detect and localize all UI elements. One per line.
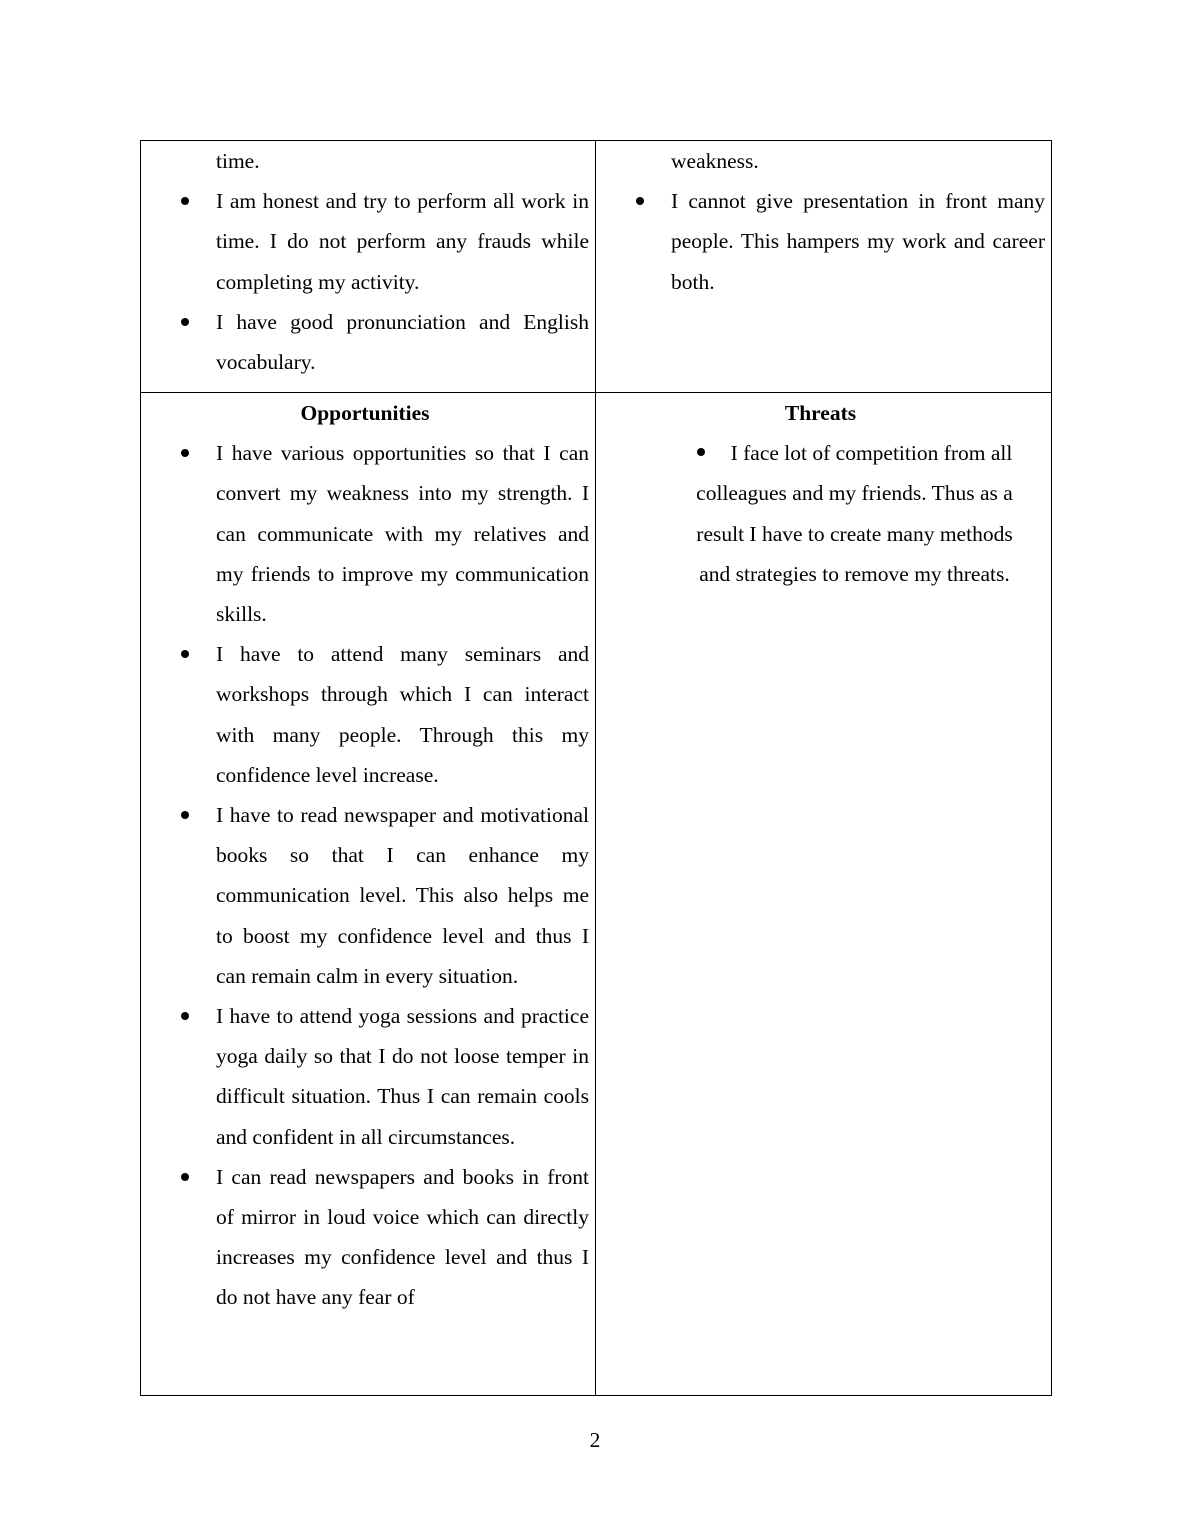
strengths-continued-text: time. [216,149,260,173]
threats-list [596,433,1045,594]
page-number: 2 [589,1428,601,1452]
opportunities-list [141,433,589,1317]
threats-cell [596,393,1052,1396]
list-item: I have to attend yoga sessions and practice yoga daily so that I do not loose temper in difficult situation. Thus I can remain cools and confident in all circumstances. [141,996,589,1157]
swot-row-opportunities-threats [141,393,1052,1396]
opportunities-heading: Opportunities [300,401,430,425]
list-item: I am honest and try to perform all work in time. I do not perform any frauds while completing my activity. [141,181,589,302]
swot-table [140,140,1052,1396]
opportunities-cell [141,393,596,1396]
strengths-list [141,181,589,382]
list-item: I have various opportunities so that I can convert my weakness into my strength. I can communicate with my relatives and my friends to improve my communication skills. [141,433,589,634]
bullet-icon [181,449,189,457]
bullet-icon [181,1012,189,1020]
swot-row-strengths-weaknesses [141,141,1052,393]
weaknesses-cell [596,141,1052,393]
list-item: I cannot give presentation in front many people. This hampers my work and career both. [596,181,1045,302]
weaknesses-list [596,181,1045,302]
threats-heading: Threats [784,401,857,425]
bullet-icon [181,1173,189,1181]
bullet-icon [181,811,189,819]
list-item: I have to read newspaper and motivational books so that I can enhance my communication level. This also helps me to boost my confidence level and thus I can remain calm in every situation. [141,795,589,996]
weaknesses-continued-text: weakness. [671,149,759,173]
bullet-icon [636,197,644,205]
list-item: I have to attend many seminars and workshops through which I can interact with many people. Through this my confidence level increase. [141,634,589,795]
list-item: I can read newspapers and books in front of mirror in loud voice which can directly increases my confidence level and thus I do not have any fear of [141,1157,589,1318]
bullet-icon [181,650,189,658]
list-item: I have good pronunciation and English vocabulary. [141,302,589,382]
list-item: I face lot of competition from all colleagues and my friends. Thus as a result I have to create many methods and strategies to remove my threats. [696,441,1013,586]
bullet-icon [181,197,189,205]
bullet-icon [181,318,189,326]
strengths-cell [141,141,596,393]
bullet-icon [697,448,705,456]
